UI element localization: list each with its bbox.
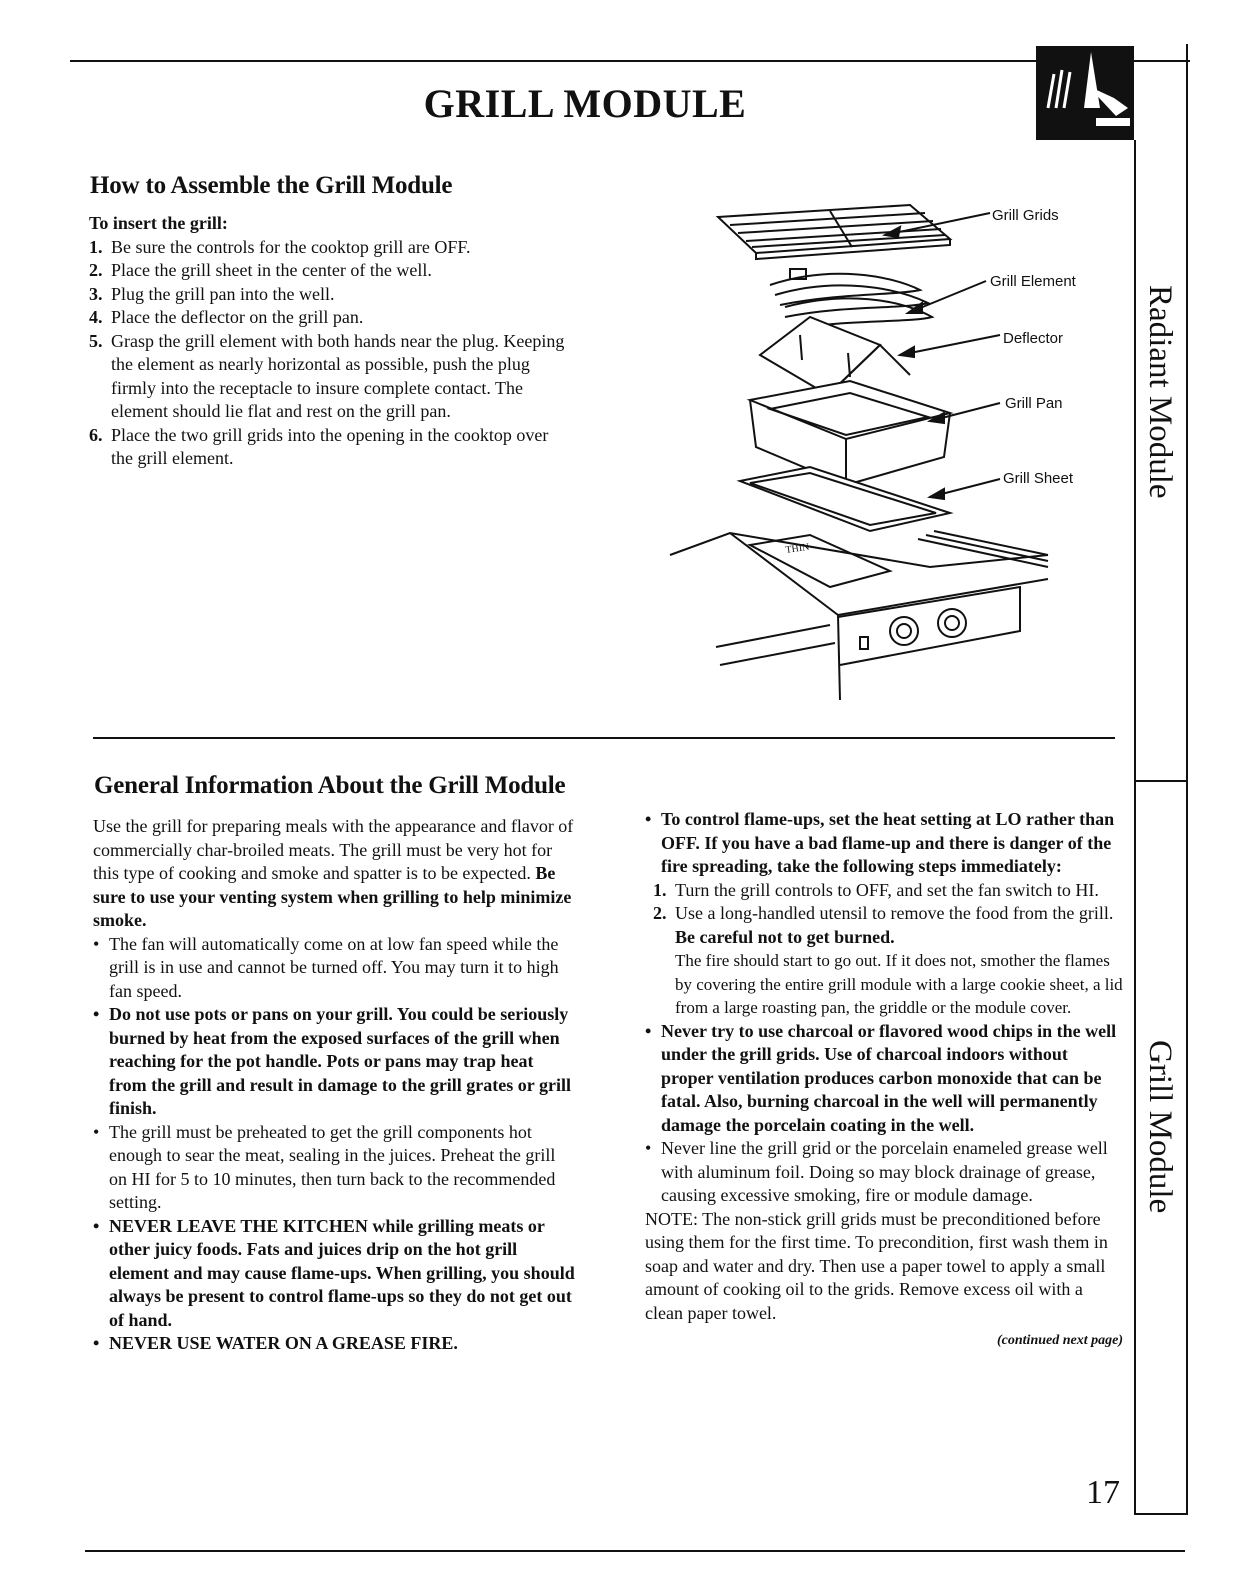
list-item: • The fan will automatically come on at low fan speed while the grill is in use and cannot be turned off. You may turn it to high fan speed. [93, 933, 575, 1004]
list-item: • The grill must be preheated to get the grill components hot enough to sear the meat, sealing in the juices. Preheat the grill on HI for 5 to 10 minutes, then turn back to the recommended setting. [93, 1121, 575, 1215]
list-item: • Never try to use charcoal or flavored wood chips in the well under the grill grids. Use of charcoal indoors without proper ventilation produces carbon monoxide that can be fatal. Also, burning charcoal in the well will permanently damage the porcelain coating in the well. [645, 1020, 1123, 1138]
label-grill-pan: Grill Pan [1005, 395, 1063, 412]
general-heading: General Information About the Grill Module [94, 772, 566, 799]
label-grill-grids: Grill Grids [992, 207, 1059, 224]
page-number: 17 [1086, 1474, 1120, 1511]
list-item: • NEVER USE WATER ON A GREASE FIRE. [93, 1332, 575, 1356]
general-intro: Use the grill for preparing meals with the appearance and flavor of commercially char-broiled meats. The grill must be very hot for this type of cooking and smoke and spatter is to be expected. Be sure to use your venting system when grilling to help minimize smoke. [93, 816, 574, 930]
top-rule [70, 60, 1190, 62]
list-item: 2. Place the grill sheet in the center of the well. [89, 260, 432, 280]
side-tab-grill-module: Grill Module [1142, 1040, 1178, 1214]
note: NOTE: The non-stick grill grids must be preconditioned before using them for the first time. To precondition, first wash them in soap and water and dry. Then use a paper towel to apply a small amount of cooking oil to the grids. Remove excess oil with a clean paper towel. [645, 1208, 1108, 1323]
grill-grids-illustration [718, 205, 950, 259]
list-item: 1. Be sure the controls for the cooktop grill are OFF. [89, 236, 471, 257]
list-item: • To control flame-ups, set the heat setting at LO rather than OFF. If you have a bad flame-up and there is danger of the fire spreading, take the following steps immediately: [645, 808, 1123, 879]
side-tab-radiant-module: Radiant Module [1142, 285, 1178, 499]
page-number-rule [1134, 1513, 1188, 1515]
section-divider [93, 737, 1115, 739]
cooktop-illustration [670, 531, 1048, 700]
right-frame-line [1186, 44, 1188, 1514]
list-item: 3. Plug the grill pan into the well. [89, 283, 335, 304]
label-deflector: Deflector [1003, 330, 1064, 347]
general-left-column [93, 815, 575, 1356]
grill-pan-illustration [750, 381, 950, 485]
list-item: • Do not use pots or pans on your grill. You could be seriously burned by heat from the exposed surfaces of the grill when reaching for the pot handle. Pots or pans may trap heat from the grill and result in damage to the grill grates or grill finish. [93, 1003, 575, 1121]
grill-element-illustration [770, 269, 932, 329]
general-right-column [645, 808, 1123, 1353]
tab-divider [1134, 780, 1188, 782]
tab-inner-line [1134, 140, 1136, 1514]
list-item: 2. Use a long-handled utensil to remove the food from the grill. Be careful not to get burned. The fire should start to go out. If it does not, smother the flames by covering the entire grill module with a large cookie sheet, a lid from a large roasting pan, the griddle or the module cover. [653, 903, 1123, 1017]
list-item: 6. Place the two grill grids into the opening in the cooktop over the grill element. [89, 424, 549, 468]
label-grill-element: Grill Element [990, 273, 1076, 290]
list-item: 1. Turn the grill controls to OFF, and set the fan switch to HI. [653, 879, 1099, 900]
assemble-subheading: To insert the grill: [89, 213, 228, 233]
continued-note: (continued next page) [997, 1333, 1123, 1348]
grill-assembly-diagram [660, 195, 1100, 705]
list-item: • Never line the grill grid or the porcelain enameled grease well with aluminum foil. Doing so may block drainage of grease, causing excessive smoking, fire or module damage. [645, 1137, 1123, 1208]
assemble-heading: How to Assemble the Grill Module [90, 172, 453, 199]
assemble-steps [89, 212, 569, 471]
diagram-tag: THIN [784, 541, 811, 556]
label-grill-sheet: Grill Sheet [1003, 470, 1074, 487]
bottom-rule [85, 1550, 1185, 1552]
list-item: 4. Place the deflector on the grill pan. [89, 307, 364, 327]
list-item: • NEVER LEAVE THE KITCHEN while grilling meats or other juicy foods. Fats and juices drip on the hot grill element and may cause flame-ups. When grilling, you should always be present to control flame-ups so they do not get out of hand. [93, 1215, 575, 1333]
page-title: GRILL MODULE [423, 81, 747, 126]
list-item: 5. Grasp the grill element with both hands near the plug. Keeping the element as nearly horizontal as possible, push the plug firmly into the receptacle to insure complete contact. The element should lie flat and rest on the grill pan. [89, 330, 565, 421]
